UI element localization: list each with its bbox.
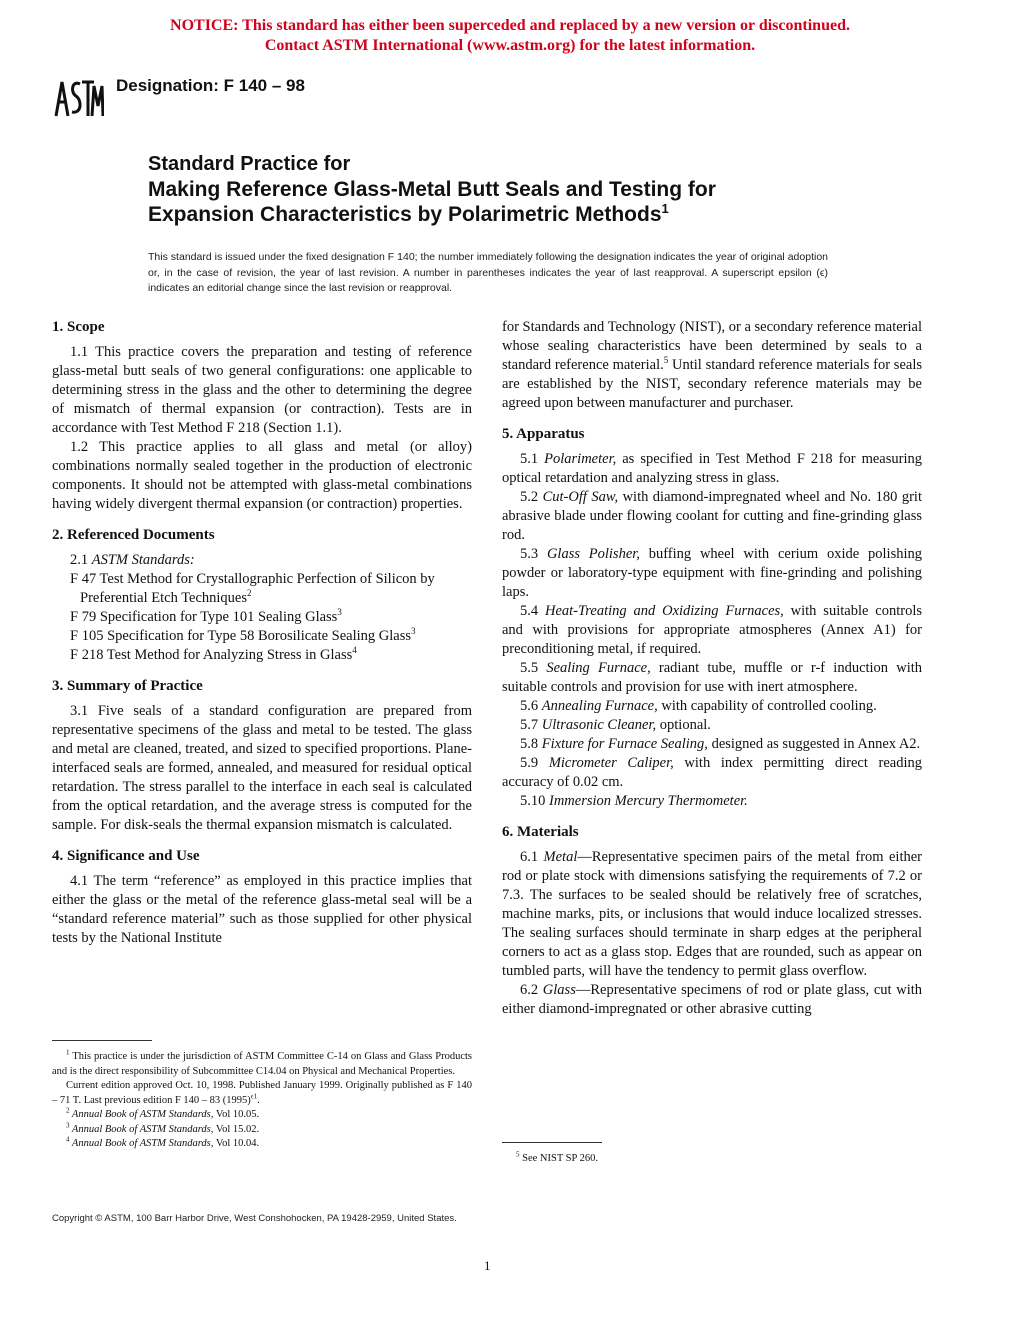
logo-text: ASTM [52, 78, 55, 79]
title-line-3: Expansion Characteristics by Polarimetric Methods [148, 203, 662, 226]
right-column [502, 318, 922, 1019]
section-heading-significance: 4. Significance and Use [52, 848, 200, 864]
document-title [148, 152, 908, 227]
withdrawn-notice [0, 16, 1020, 56]
paragraph-6-1: 6.1 Metal—Representative specimen pairs of the metal from either rod or plate stock with dimensions satisfying the requirements of 7.2 or 7.3. The surfaces to be sealed should be relatively free of scratches, machine marks, pits, or inclusions that would induce localized stresses. The sealing surfaces should terminate in sharp edges at the peripheral corners to act as a glass stop. Edges that are rounded, such as appear on tumbled parts, will have the tendency to permit glass overflow. [502, 849, 922, 979]
apparatus-item: 5.6 Annealing Furnace, with capability of controlled cooling. [520, 698, 877, 714]
apparatus-item: 5.10 Immersion Mercury Thermometer. [520, 793, 748, 809]
apparatus-item: 5.3 Glass Polisher, buffing wheel with cerium oxide polishing powder or laboratory-type equipment with fine-grinding and polishing laps. [502, 546, 923, 600]
copyright-line: Copyright © ASTM, 100 Barr Harbor Drive, West Conshohocken, PA 19428-2959, United States. [52, 1213, 457, 1224]
reference-item: F 218 Test Method for Analyzing Stress in Glass$^4$ [70, 645, 357, 663]
footnotes-left [52, 1050, 472, 1152]
paragraph-1-1: 1.1 This practice covers the preparation and testing of reference glass-metal butt seals of two general configurations: one applicable to determining stress in the glass and the other to determining the degree of mismatch of thermal expansion (or contraction). Tests are in accordance with Test Method F 218 (Section 1.1). [52, 344, 472, 436]
footnote-3: $^3$ Annual Book of ASTM Standards, Vol 15.02. [66, 1121, 260, 1135]
footnote-2: $^2$ Annual Book of ASTM Standards, Vol 10.05. [66, 1106, 260, 1120]
paragraph-4-1: 4.1 The term “reference” as employed in this practice implies that either the glass or the metal of the reference glass-metal seal will be a “standard reference material” such as those supplied for other physical tests by the National Institute [52, 873, 472, 946]
apparatus-item: 5.1 Polarimeter, as specified in Test Method F 218 for measuring optical retardation and analyzing stress in glass. [502, 451, 922, 486]
section-heading-summary: 3. Summary of Practice [52, 678, 203, 694]
footnotes-right [502, 1152, 922, 1167]
notice-line-1: NOTICE: This standard has either been superceded and replaced by a new version or discontinued. [170, 17, 850, 34]
apparatus-item: 5.4 Heat-Treating and Oxidizing Furnaces, with suitable controls and with provisions for appropriate atmospheres (Annex A1) for preconditioning metal, if required. [502, 603, 922, 657]
section-heading-apparatus: 5. Apparatus [502, 426, 585, 442]
footnote-rule-right [502, 1142, 602, 1143]
left-column [52, 318, 472, 948]
reference-item: F 105 Specification for Type 58 Borosilicate Sealing Glass$^3$ [70, 626, 416, 644]
apparatus-item: 5.5 Sealing Furnace, radiant tube, muffle or r-f induction with suitable controls and provision for use with inert atmosphere. [502, 660, 923, 695]
footnote-1: $^1$ This practice is under the jurisdiction of ASTM Committee C-14 on Glass and Glass Products and is the direct responsibility of Subcommittee C14.04 on Physical and Mechanical Properties. [52, 1048, 472, 1077]
paragraph-6-2: 6.2 Glass—Representative specimens of rod or plate glass, cut with either diamond-impregnated or other abrasive cutting [502, 982, 923, 1017]
apparatus-item: 5.8 Fixture for Furnace Sealing, designed as suggested in Annex A2. [520, 736, 921, 752]
footnote-5: $^5$ See NIST SP 260. [516, 1150, 598, 1164]
referenced-lead-label: ASTM Standards: [91, 552, 195, 568]
referenced-lead-num: 2.1 [70, 552, 89, 568]
title-line-2: Making Reference Glass-Metal Butt Seals and Testing for [148, 178, 716, 201]
notice-line-2: Contact ASTM International (www.astm.org) for the latest information. [264, 37, 756, 54]
referenced-lead [52, 551, 472, 570]
title-footnote-mark: 1 [661, 201, 669, 216]
section-heading-referenced-documents: 2. Referenced Documents [52, 527, 215, 543]
issuance-statement: This standard is issued under the fixed designation F 140; the number immediately following the designation indicates the year of original adoption or, in the case of revision, the year of last revision. A number in parentheses indicates the year of last reapproval. A superscript epsilon (ϵ) indicates an editorial change since the last revision or reapproval. [148, 251, 828, 294]
reference-item: F 47 Test Method for Crystallographic Perfection of Silicon by Preferential Etch Techniques$^2$ [70, 571, 435, 606]
apparatus-item: 5.7 Ultrasonic Cleaner, optional. [520, 717, 711, 733]
footnote-1b: Current edition approved Oct. 10, 1998. Published January 1999. Originally published as F 140 – 71 T. Last previous edition F 140 – 83 $(1995)^{\epsilon 1}$. [52, 1080, 472, 1106]
footnote-rule-left [52, 1040, 152, 1041]
title-line-1: Standard Practice for [148, 153, 351, 175]
reference-item: F 79 Specification for Type 101 Sealing Glass$^3$ [70, 607, 342, 625]
apparatus-item: 5.9 Micrometer Caliper, with index permitting direct reading accuracy of 0.02 cm. [502, 755, 923, 790]
section-heading-scope: 1. Scope [52, 319, 105, 335]
astm-logo [52, 78, 104, 118]
footnote-4: $^4$ Annual Book of ASTM Standards, Vol 10.04. [66, 1135, 260, 1149]
designation: Designation: F 140 – 98 [116, 76, 305, 95]
paragraph-1-2: 1.2 This practice applies to all glass and metal (or alloy) combinations normally sealed together in the production of electronic components. It should not be attempted with glass-metal combinations having widely divergent thermal expansion (or contraction) properties. [52, 439, 472, 512]
page-number: 1 [484, 1258, 491, 1273]
apparatus-item: 5.2 Cut-Off Saw, with diamond-impregnated wheel and No. 180 grit abrasive blade under flowing coolant for cutting and fine-grinding glass rod. [502, 489, 922, 543]
paragraph-3-1: 3.1 Five seals of a standard configuration are prepared from representative specimens of the glass and metal to be tested. The glass and metal are cleaned, treated, and sized to specified proportions. Plane-interfaced seals are formed, annealed, and measured for residual optical retardation. The stress parallel to the interface in each seal is calculated from the optical retardation, and the average stress is computed for the sample. For disk-seals the thermal expansion mismatch is calculated. [52, 703, 472, 833]
paragraph-4-1-continued: for Standards and Technology (NIST), or a secondary reference material whose sealing characteristics have been determined by seals to a standard reference material.$^5$ Until standard reference materials for seals are established by the NIST, secondary reference materials may be agreed upon between manufacturer and purchaser. [502, 319, 922, 411]
section-heading-materials: 6. Materials [502, 824, 579, 840]
